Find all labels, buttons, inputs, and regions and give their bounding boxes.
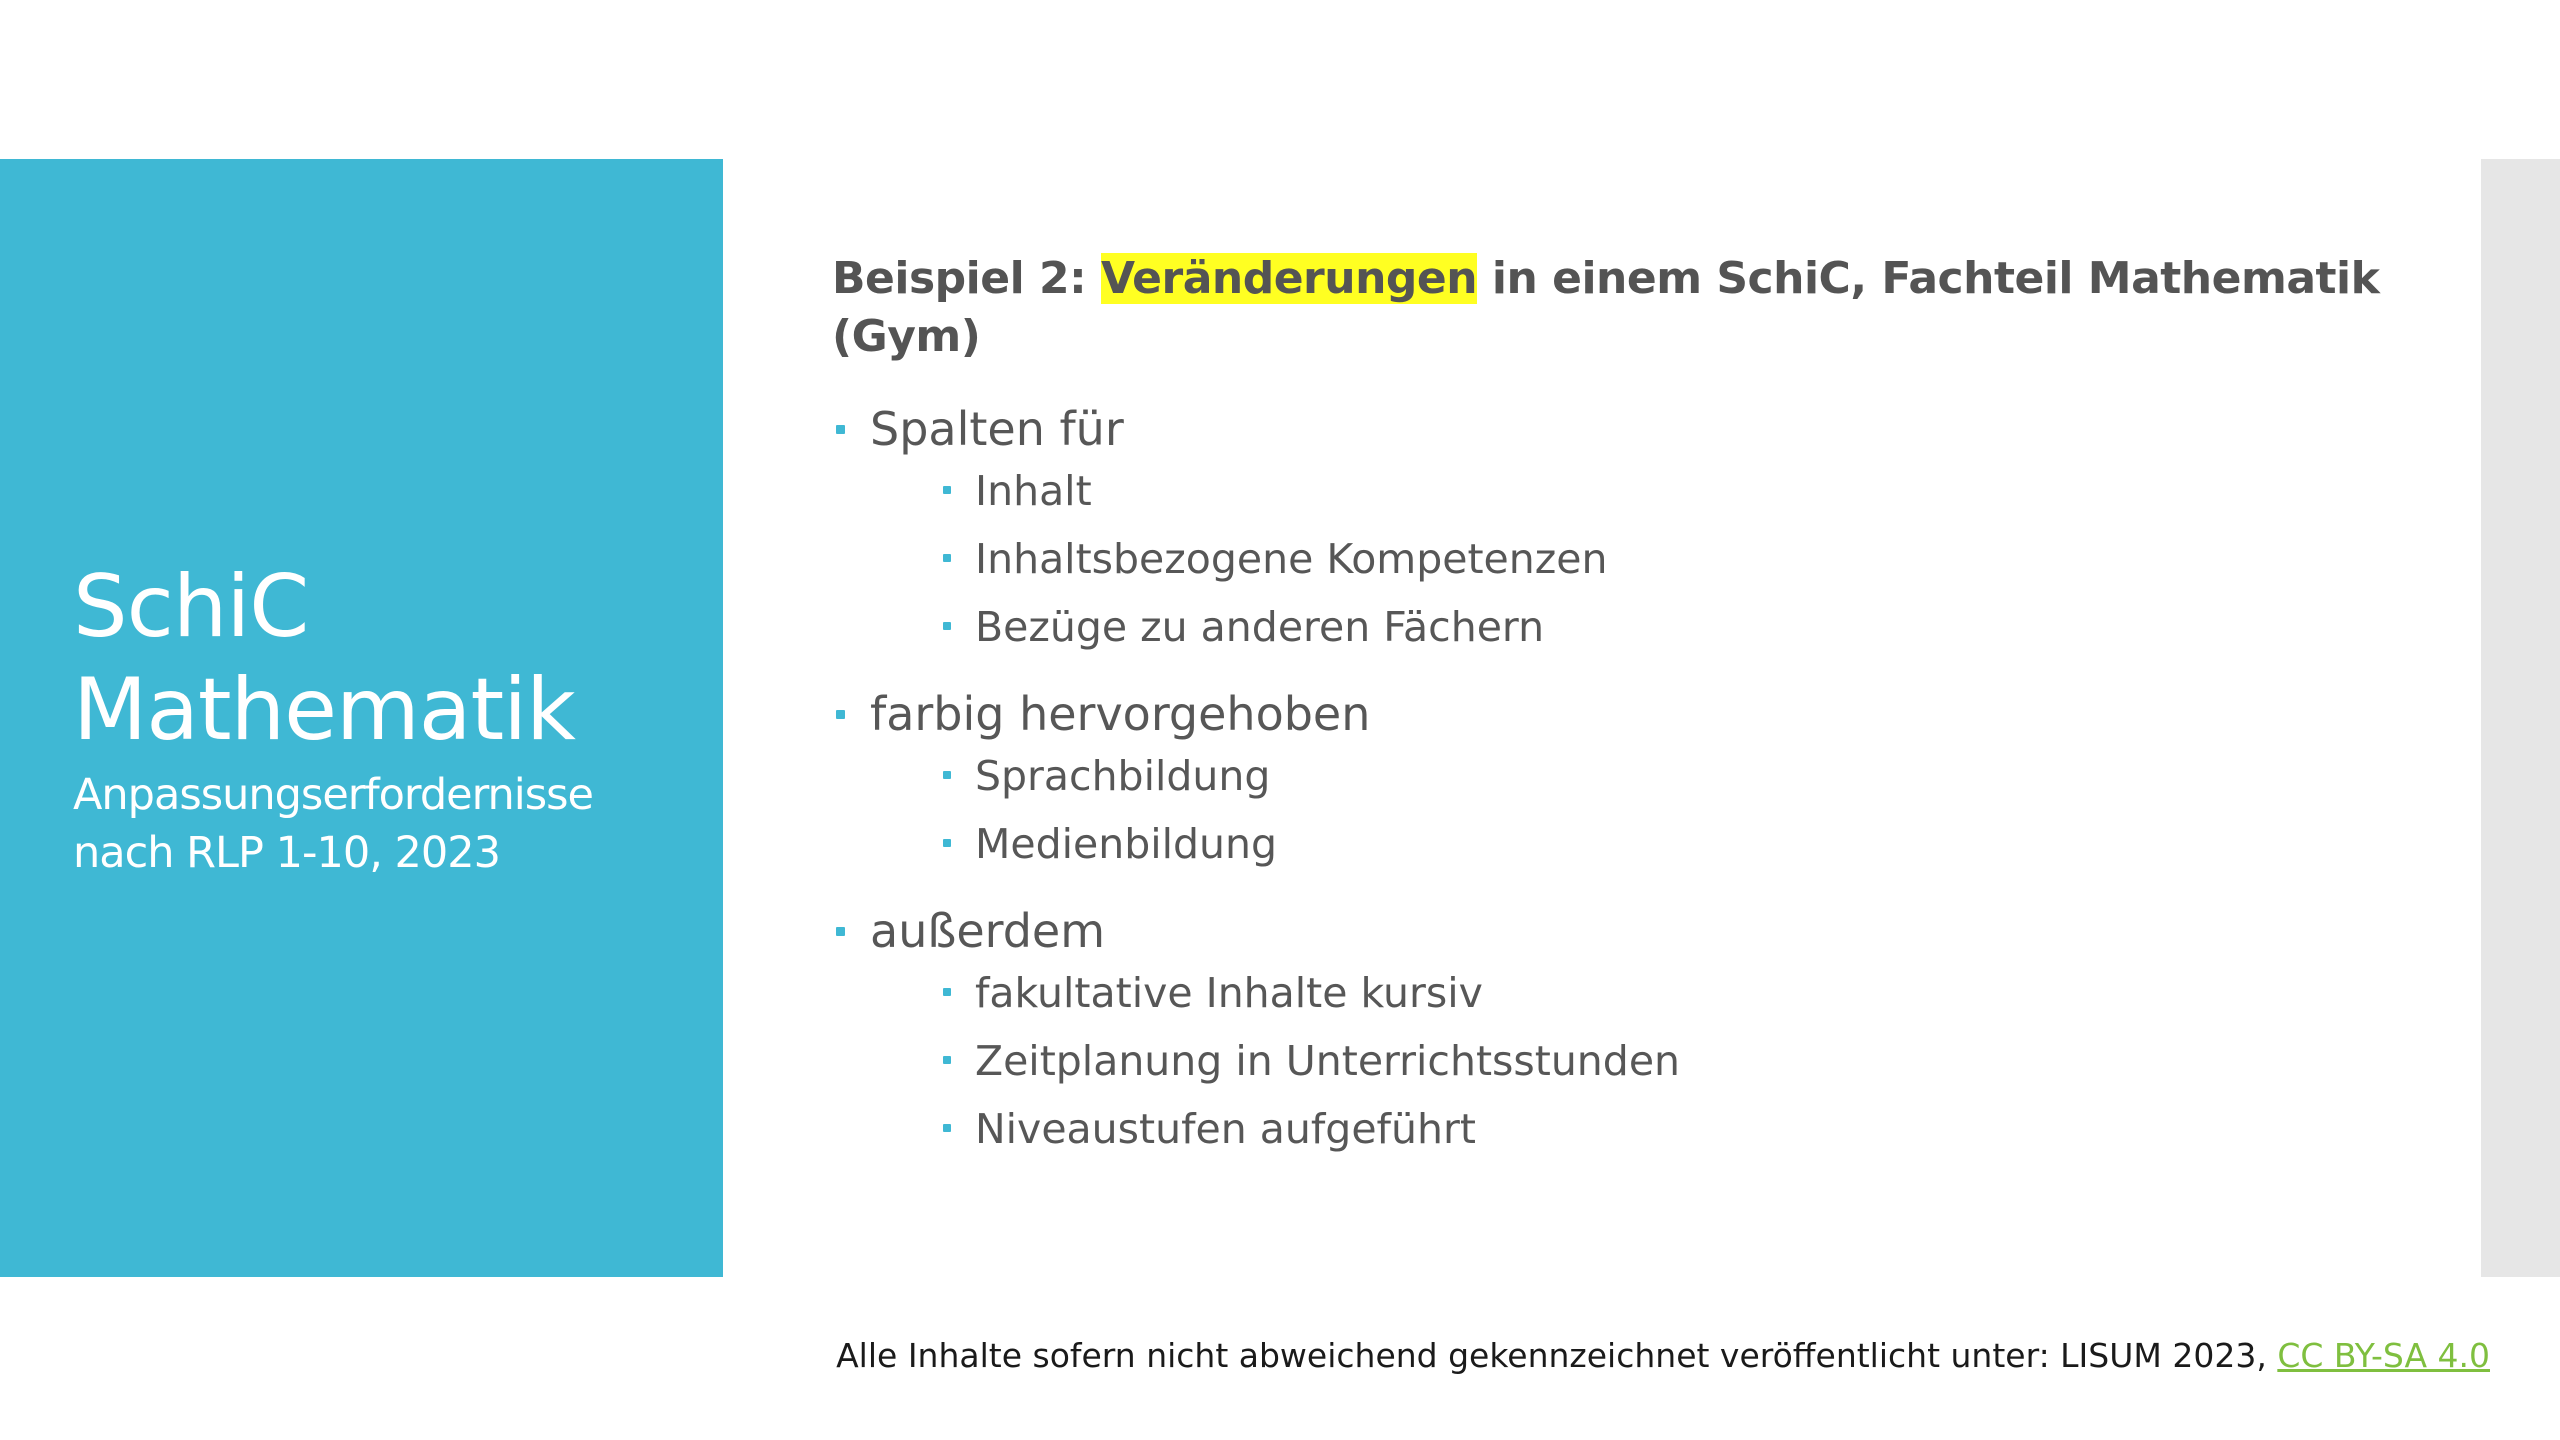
sub-item-label: Inhaltsbezogene Kompetenzen xyxy=(975,535,1608,583)
sub-item-label: Bezüge zu anderen Fächern xyxy=(975,603,1545,651)
sub-list-item xyxy=(937,532,2432,586)
content-heading xyxy=(832,250,2432,366)
sub-item-label: fakultative Inhalte kursiv xyxy=(975,969,1483,1017)
bullet-dot-icon xyxy=(836,710,845,719)
slide-subtitle-line-2: nach RLP 1-10, 2023 xyxy=(73,828,500,878)
footer-text: Alle Inhalte sofern nicht abweichend gekennzeichnet veröffentlicht unter: LISUM 2023, xyxy=(836,1336,2278,1375)
bullet-row xyxy=(832,400,2432,458)
bullet-dot-icon xyxy=(943,1056,951,1064)
sub-item-label: Niveaustufen aufgeführt xyxy=(975,1105,1476,1153)
sub-list-item xyxy=(937,464,2432,518)
sub-item-label: Medienbildung xyxy=(975,820,1278,868)
bullet-label: außerdem xyxy=(870,904,1106,958)
right-side-bar xyxy=(2481,159,2560,1277)
sub-item-label: Inhalt xyxy=(975,467,1092,515)
slide-subtitle xyxy=(73,766,713,882)
bullet-item xyxy=(832,400,2432,654)
license-link[interactable]: CC BY-SA 4.0 xyxy=(2277,1336,2490,1375)
sub-list-item xyxy=(937,1102,2432,1156)
bullet-dot-icon xyxy=(836,425,845,434)
bullet-row xyxy=(832,685,2432,743)
sub-list-item xyxy=(937,600,2432,654)
sub-item-label: Sprachbildung xyxy=(975,752,1271,800)
slide-subtitle-line-1: Anpassungserfordernisse xyxy=(73,770,593,820)
heading-highlight: Veränderungen xyxy=(1101,253,1478,304)
bullet-list xyxy=(832,400,2432,1156)
bullet-dot-icon xyxy=(943,486,951,494)
footer-license xyxy=(836,1332,2490,1380)
bullet-dot-icon xyxy=(943,554,951,562)
bullet-item xyxy=(832,685,2432,871)
sub-list-item xyxy=(937,749,2432,803)
bullet-dot-icon xyxy=(836,927,845,936)
sub-list-item xyxy=(937,1034,2432,1088)
slide-title-block xyxy=(73,556,713,882)
slide-title-line-1: SchiC xyxy=(73,557,309,657)
bullet-label: farbig hervorgehoben xyxy=(870,687,1371,741)
content-area xyxy=(832,250,2432,1170)
bullet-dot-icon xyxy=(943,622,951,630)
sub-item-label: Zeitplanung in Unterrichtsstunden xyxy=(975,1037,1681,1085)
sub-list xyxy=(832,464,2432,654)
slide-title xyxy=(73,556,713,762)
heading-prefix: Beispiel 2: xyxy=(832,253,1101,304)
sub-list xyxy=(832,749,2432,871)
sub-list xyxy=(832,966,2432,1156)
sub-list-item xyxy=(937,817,2432,871)
bullet-dot-icon xyxy=(943,839,951,847)
bullet-row xyxy=(832,902,2432,960)
heading-suffix: in einem SchiC, Fachteil Mathematik (Gym) xyxy=(832,253,2380,362)
bullet-item xyxy=(832,902,2432,1156)
sub-list-item xyxy=(937,966,2432,1020)
slide-title-line-2: Mathematik xyxy=(73,660,575,760)
bullet-label: Spalten für xyxy=(870,402,1124,456)
bullet-dot-icon xyxy=(943,771,951,779)
bullet-dot-icon xyxy=(943,988,951,996)
bullet-dot-icon xyxy=(943,1124,951,1132)
